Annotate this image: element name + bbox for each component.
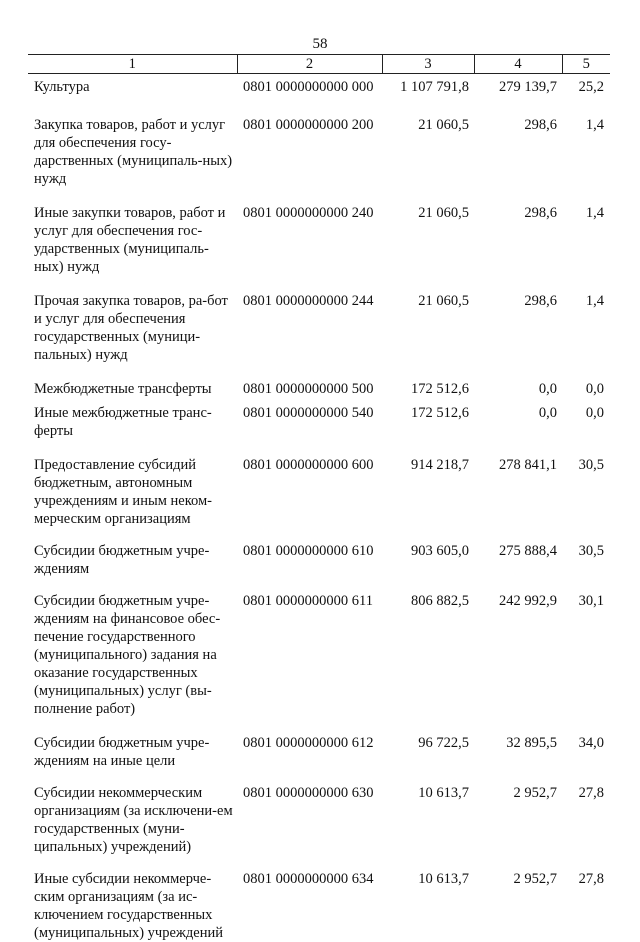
row-code: 0801 0000000000 500	[237, 364, 382, 398]
row-actual-value: 2 952,7	[474, 856, 562, 942]
row-actual-value: 298,6	[474, 188, 562, 276]
row-code: 0801 0000000000 612	[237, 718, 382, 770]
row-percent-value: 27,8	[562, 856, 610, 942]
table-row	[28, 398, 610, 440]
row-actual-value: 275 888,4	[474, 528, 562, 578]
row-percent-value: 34,0	[562, 718, 610, 770]
row-percent-value: 30,5	[562, 528, 610, 578]
header-row	[28, 55, 610, 74]
column-header-5: 5	[562, 55, 610, 74]
row-actual-value: 0,0	[474, 364, 562, 398]
table-row	[28, 528, 610, 578]
row-plan-value: 10 613,7	[382, 856, 474, 942]
row-code: 0801 0000000000 611	[237, 578, 382, 718]
row-code: 0801 0000000000 200	[237, 96, 382, 188]
table-row	[28, 74, 610, 97]
row-plan-value: 172 512,6	[382, 364, 474, 398]
row-percent-value: 1,4	[562, 188, 610, 276]
page-number: 58	[0, 36, 640, 52]
table-row	[28, 96, 610, 188]
row-actual-value: 279 139,7	[474, 74, 562, 97]
table-row	[28, 718, 610, 770]
row-plan-value: 21 060,5	[382, 188, 474, 276]
column-header-4: 4	[474, 55, 562, 74]
row-name: Субсидии бюджетным учре-ждениям	[28, 528, 237, 578]
row-name: Субсидии бюджетным учре-ждениям на финансовое обес-печение государственного (муниципального) задания на оказание государственных (муниципальных) услуг (вы-полнение работ)	[28, 578, 237, 718]
row-code: 0801 0000000000 630	[237, 770, 382, 856]
row-actual-value: 298,6	[474, 96, 562, 188]
row-code: 0801 0000000000 610	[237, 528, 382, 578]
row-name: Межбюджетные трансферты	[28, 364, 237, 398]
table-row	[28, 188, 610, 276]
row-name: Культура	[28, 74, 237, 97]
row-plan-value: 21 060,5	[382, 96, 474, 188]
table-row	[28, 578, 610, 718]
row-code: 0801 0000000000 000	[237, 74, 382, 97]
row-plan-value: 21 060,5	[382, 276, 474, 364]
table-row	[28, 364, 610, 398]
row-plan-value: 96 722,5	[382, 718, 474, 770]
row-plan-value: 903 605,0	[382, 528, 474, 578]
row-name: Закупка товаров, работ и услуг для обеспечения госу-дарственных (муниципаль-ных) нужд	[28, 96, 237, 188]
row-code: 0801 0000000000 600	[237, 440, 382, 528]
row-actual-value: 242 992,9	[474, 578, 562, 718]
table-body	[28, 74, 610, 942]
row-actual-value: 298,6	[474, 276, 562, 364]
row-plan-value: 1 107 791,8	[382, 74, 474, 97]
row-percent-value: 1,4	[562, 96, 610, 188]
table-row	[28, 856, 610, 942]
row-percent-value: 30,5	[562, 440, 610, 528]
row-name: Субсидии некоммерческим организациям (за исключени-ем государственных (муни-ципальных) учреждений)	[28, 770, 237, 856]
budget-table	[28, 54, 610, 942]
row-plan-value: 914 218,7	[382, 440, 474, 528]
row-actual-value: 278 841,1	[474, 440, 562, 528]
row-percent-value: 1,4	[562, 276, 610, 364]
column-header-2: 2	[237, 55, 382, 74]
row-name: Иные субсидии некоммерче-ским организациям (за ис-ключением государственных (муниципальных) учреждений	[28, 856, 237, 942]
row-actual-value: 2 952,7	[474, 770, 562, 856]
row-code: 0801 0000000000 634	[237, 856, 382, 942]
column-header-3: 3	[382, 55, 474, 74]
row-percent-value: 27,8	[562, 770, 610, 856]
row-code: 0801 0000000000 244	[237, 276, 382, 364]
row-percent-value: 30,1	[562, 578, 610, 718]
row-actual-value: 0,0	[474, 398, 562, 440]
row-name: Субсидии бюджетным учре-ждениям на иные цели	[28, 718, 237, 770]
table-row	[28, 276, 610, 364]
row-name: Иные закупки товаров, работ и услуг для обеспечения гос-ударственных (муниципаль-ных) нужд	[28, 188, 237, 276]
row-percent-value: 0,0	[562, 398, 610, 440]
row-plan-value: 806 882,5	[382, 578, 474, 718]
row-code: 0801 0000000000 540	[237, 398, 382, 440]
column-header-1: 1	[28, 55, 237, 74]
row-name: Предоставление субсидий бюджетным, автономным учреждениям и иным неком-мерческим организациям	[28, 440, 237, 528]
row-percent-value: 25,2	[562, 74, 610, 97]
row-plan-value: 172 512,6	[382, 398, 474, 440]
row-actual-value: 32 895,5	[474, 718, 562, 770]
row-name: Прочая закупка товаров, ра-бот и услуг для обеспечения государственных (муници-пальных) нужд	[28, 276, 237, 364]
table-row	[28, 770, 610, 856]
row-plan-value: 10 613,7	[382, 770, 474, 856]
row-name: Иные межбюджетные транс-ферты	[28, 398, 237, 440]
row-percent-value: 0,0	[562, 364, 610, 398]
table-row	[28, 440, 610, 528]
row-code: 0801 0000000000 240	[237, 188, 382, 276]
table-header	[28, 55, 610, 74]
